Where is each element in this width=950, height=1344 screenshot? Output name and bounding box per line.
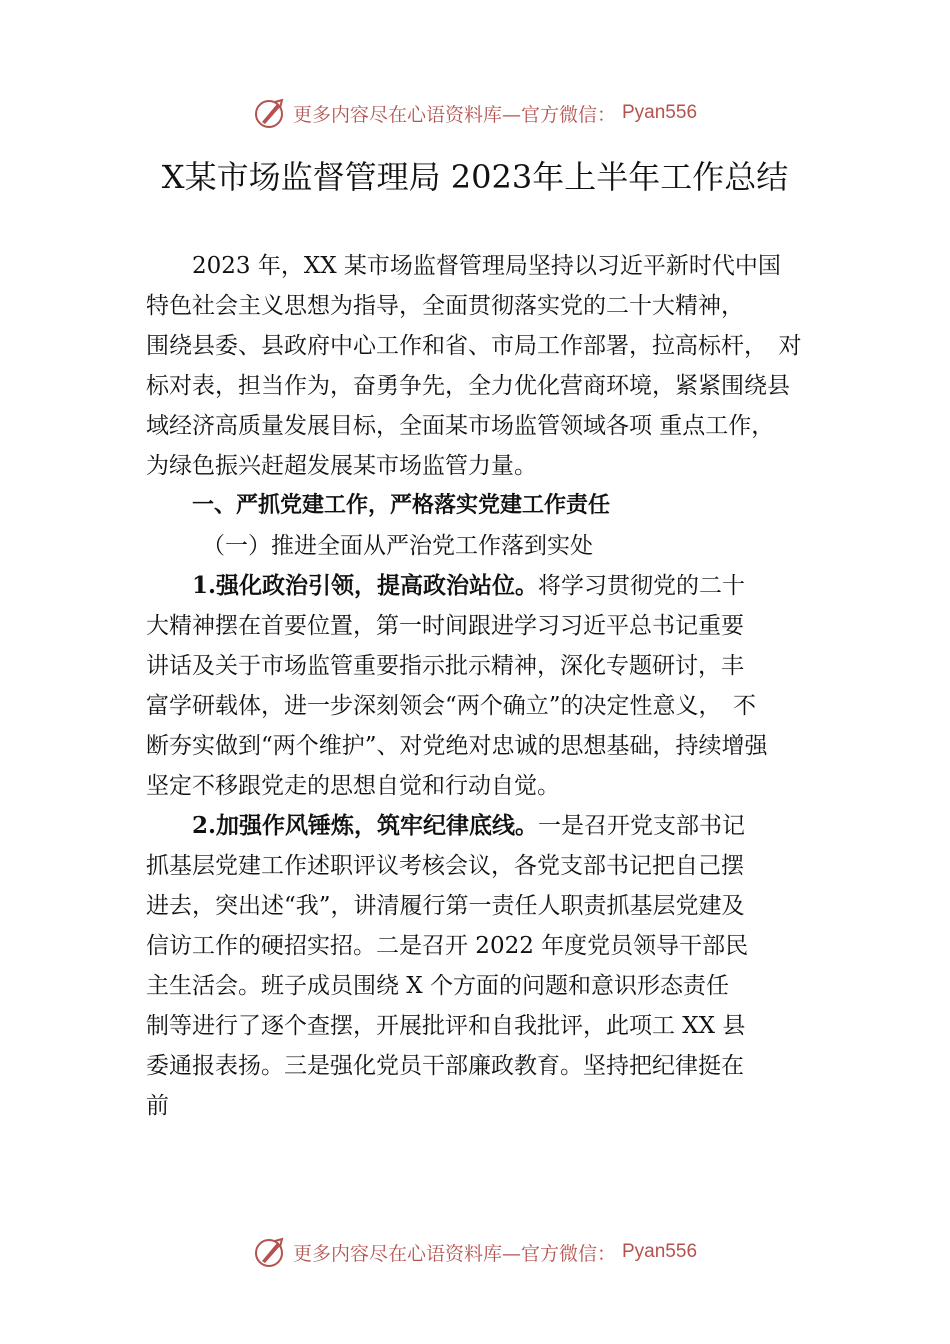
item-2 (146, 806, 834, 1126)
item-lead-rest: 一是召开党支部书记 (538, 813, 746, 839)
item-lead-rest: 将学习贯彻党的二十 (538, 573, 746, 599)
watermark-wechat: Pyan556 (622, 102, 698, 123)
paragraph-line: 抓基层党建工作述职评议考核会议，各党支部书记把自己摆 (146, 853, 744, 879)
paragraph-line: 断夯实做到“两个维护”、对党绝对忠诚的思想基础，持续增强 (146, 733, 768, 759)
paragraph-line: 2023 年，XX 某市场监督管理局坚持以习近平新时代中国 (192, 253, 781, 279)
paragraph-line: 域经济高质量发展目标，全面某市场监管领域各项 重点工作， (146, 413, 775, 439)
paragraph-line: 前 (146, 1093, 169, 1119)
watermark-text: 更多内容尽在心语资料库—官方微信： (292, 103, 616, 126)
paragraph-line: 主生活会。班子成员围绕 X 个方面的问题和意识形态责任 (146, 973, 729, 999)
paragraph-line: 富学研载体，进一步深刻领会“两个确立”的决定性意义， 不 (146, 693, 757, 719)
pen-logo-icon (253, 1235, 287, 1269)
watermark-wechat: Pyan556 (622, 1241, 698, 1262)
item-1 (146, 566, 834, 806)
subsection-heading: （一）推进全面从严治党工作落到实处 (202, 533, 593, 559)
item-first-line (146, 806, 834, 846)
intro-paragraph (146, 246, 834, 486)
paragraph-line: 讲话及关于市场监管重要指示批示精神，深化专题研讨，丰 (146, 653, 744, 679)
paragraph-line: 信访工作的硬招实招。二是召开 2022 年度党员领导干部民 (146, 933, 749, 959)
paragraph-line: 委通报表扬。三是强化党员干部廉政教育。坚持把纪律挺在 (146, 1053, 744, 1079)
paragraph-line: 特色社会主义思想为指导，全面贯彻落实党的二十大精神， (146, 293, 744, 319)
paragraph-line: 标对表，担当作为，奋勇争先，全力优化营商环境，紧紧围绕县 (146, 373, 790, 399)
paragraph-line: 坚定不移跟党走的思想自觉和行动自觉。 (146, 773, 560, 799)
watermark-text: 更多内容尽在心语资料库—官方微信： (292, 1242, 616, 1265)
paragraph-line: 进去，突出述“我”，讲清履行第一责任人职责抓基层党建及 (146, 893, 745, 919)
paragraph-line: 大精神摆在首要位置，第一时间跟进学习习近平总书记重要 (146, 613, 744, 639)
item-first-line (146, 566, 834, 606)
paragraph-line: 围绕县委、县政府中心工作和省、市局工作部署，拉高标杆， 对 (146, 333, 802, 359)
footer-watermark (0, 1235, 950, 1269)
document-title: X某市场监督管理局 2023年上半年工作总结 (161, 158, 789, 196)
document-body (146, 246, 834, 1126)
pen-logo-icon (253, 96, 287, 130)
paragraph-line: 制等进行了逐个查摆，开展批评和自我批评，此项工 XX 县 (146, 1013, 746, 1039)
header-watermark (0, 96, 950, 130)
paragraph-line: 为绿色振兴赶超发展某市场监管力量。 (146, 453, 537, 479)
item-bold-lead: 1.强化政治引领，提高政治站位。 (192, 572, 539, 599)
section-heading: 一、严抓党建工作，严格落实党建工作责任 (192, 493, 611, 518)
item-bold-lead: 2.加强作风锤炼，筑牢纪律底线。 (192, 812, 539, 839)
